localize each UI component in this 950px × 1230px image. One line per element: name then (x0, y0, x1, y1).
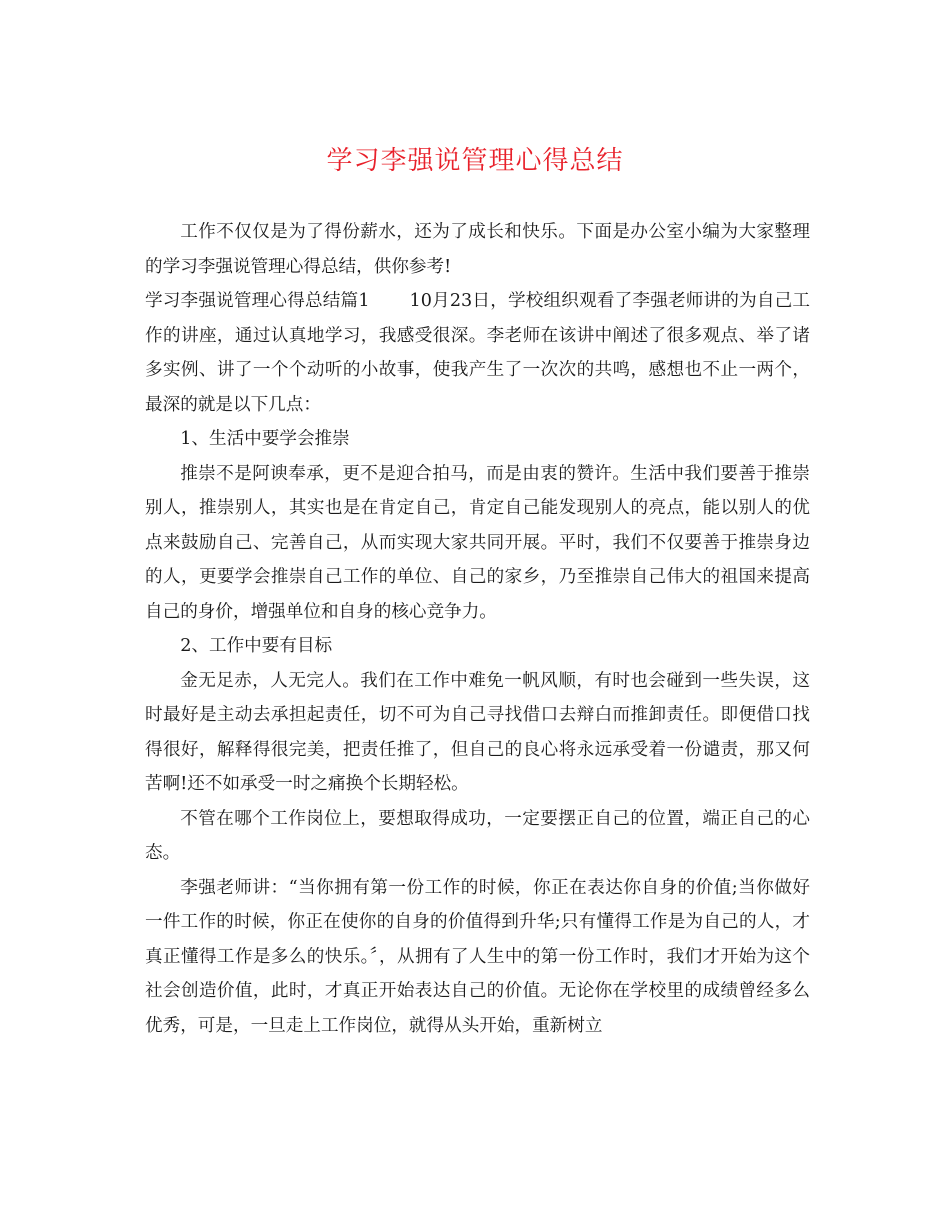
document-body (145, 215, 810, 1043)
heading-1: 1、生活中要学会推崇 (180, 429, 350, 449)
paragraph-4: 李强老师讲：“当你拥有第一份工作的时候，你正在表达你自身的价值;当你做好一件工作的时候，你正在使你的自身的价值得到升华;只有懂得工作是为自己的人，才真正懂得工作是多么的快乐。〞，从拥有了人生中的第一份工作时，我们才开始为这个社会创造价值，此时，才真正开始表达自己的价值。无论你在学校里的成绩曾经多么优秀，可是，一旦走上工作岗位，就得从头开始，重新树立 (145, 877, 810, 1036)
intro-paragraph: 工作不仅仅是为了得份薪水，还为了成长和快乐。下面是办公室小编为大家整理的学习李强说管理心得总结，供你参考! (145, 222, 810, 277)
section-label: 学习李强说管理心得总结篇1 (145, 291, 370, 311)
heading-2: 2、工作中要有目标 (180, 636, 333, 656)
paragraph-1: 推崇不是阿谀奉承，更不是迎合拍马，而是由衷的赞许。生活中我们要善于推崇别人，推崇别人，其实也是在肯定自己，肯定自己能发现别人的亮点，能以别人的优点来鼓励自己、完善自己，从而实现大家共同开展。平时，我们不仅要善于推崇身边的人，更要学会推崇自己工作的单位、自己的家乡，乃至推崇自己伟大的祖国来提高自己的身价，增强单位和自身的核心竞争力。 (145, 463, 810, 622)
paragraph-3: 不管在哪个工作岗位上，要想取得成功，一定要摆正自己的位置，端正自己的心态。 (145, 808, 810, 863)
section-text: 10月23日，学校组织观看了李强老师讲的为自己工作的讲座，通过认真地学习，我感受很深。李老师在该讲中阐述了很多观点、举了诸多实例、讲了一个个动听的小故事，使我产生了一次次的共鸣，感想也不止一两个，最深的就是以下几点： (145, 291, 810, 415)
paragraph-2: 金无足赤，人无完人。我们在工作中难免一帆风顺，有时也会碰到一些失误，这时最好是主动去承担起责任，切不可为自己寻找借口去辩白而推卸责任。即便借口找得很好，解释得很完美，把责任推了，但自己的良心将永远承受着一份谴责，那又何苦啊!还不如承受一时之痛换个长期轻松。 (145, 670, 810, 794)
document-title: 学习李强说管理心得总结 (326, 146, 624, 176)
section-paragraph (145, 284, 810, 422)
